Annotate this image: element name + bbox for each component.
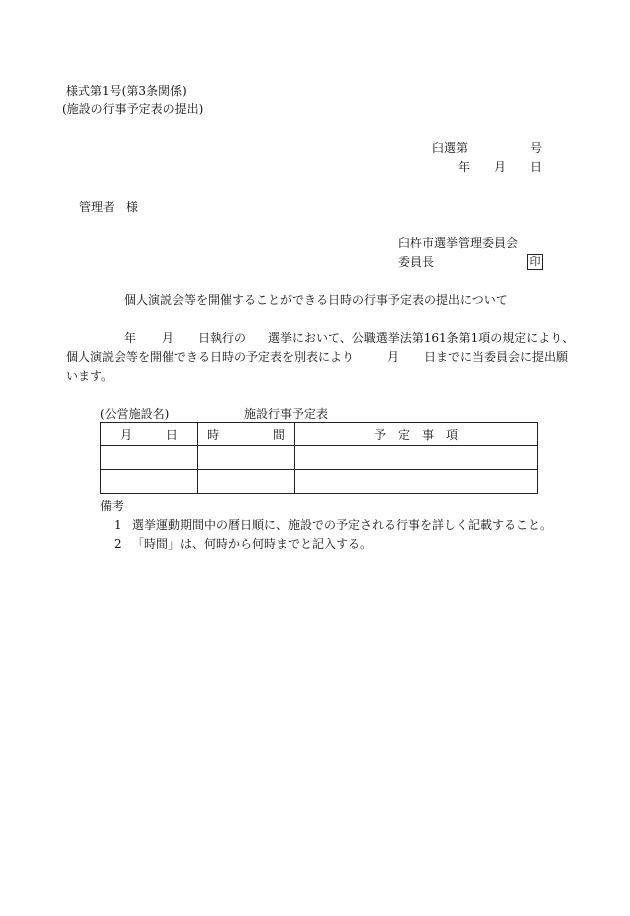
notes-heading: 備考 — [100, 499, 125, 513]
body-line2-month: 月 — [387, 350, 400, 364]
header-date — [101, 423, 198, 446]
cell-date[interactable] — [101, 470, 198, 494]
table-row — [101, 446, 538, 470]
cell-plan[interactable] — [295, 470, 538, 494]
document-subject: 個人演説会等を開催することができる日時の行事予定表の提出について — [124, 293, 508, 307]
date-month-label: 月 — [494, 160, 507, 174]
body-line2-start: 個人演説会等を開催できる日時の予定表を別表により — [66, 350, 355, 364]
cell-plan[interactable] — [295, 446, 538, 470]
header-time — [198, 423, 295, 446]
schedule-header-row — [101, 423, 538, 446]
sender-title: 委員長 — [398, 255, 435, 269]
reference-number-suffix: 号 — [530, 141, 543, 155]
body-month: 月 — [162, 331, 175, 345]
header-time-a: 時 — [207, 427, 220, 442]
body-line1-rest: 選挙において、公職選挙法第161条第1項の規定により、 — [268, 331, 575, 345]
schedule-table-title: 施設行事予定表 — [244, 407, 329, 421]
form-subtitle: (施設の行事予定表の提出) — [62, 102, 204, 116]
addressee-title: 管理者 — [79, 200, 116, 214]
addressee-honorific: 様 — [126, 200, 139, 214]
body-day-executed: 日執行の — [198, 331, 247, 345]
date-day-label: 日 — [530, 160, 543, 174]
note-text-2: 「時間」は、何時から何時までと記入する。 — [132, 537, 373, 551]
note-text-1: 選挙運動期間中の暦日順に、施設での予定される行事を詳しく記載すること。 — [132, 518, 553, 532]
date-year-label: 年 — [458, 160, 471, 174]
note-number-1: 1 — [114, 518, 122, 532]
header-time-b: 間 — [272, 427, 285, 442]
header-month: 月 — [120, 427, 133, 442]
schedule-table — [100, 422, 538, 494]
table-row — [101, 470, 538, 494]
form-number: 様式第1号(第3条関係) — [66, 84, 187, 98]
cell-date[interactable] — [101, 446, 198, 470]
cell-time[interactable] — [198, 446, 295, 470]
body-line2-rest: 日までに当委員会に提出願 — [424, 350, 569, 364]
cell-time[interactable] — [198, 470, 295, 494]
facility-label: (公営施設名) — [100, 407, 170, 421]
body-year: 年 — [124, 331, 137, 345]
body-line3: います。 — [66, 369, 114, 383]
sender-organization: 臼杵市選挙管理委員会 — [398, 236, 519, 250]
header-plan: 予 定 事 項 — [295, 423, 538, 446]
note-number-2: 2 — [114, 537, 122, 551]
reference-prefix: 臼選第 — [432, 141, 469, 155]
header-day: 日 — [165, 427, 178, 442]
seal-stamp: 印 — [527, 254, 543, 270]
